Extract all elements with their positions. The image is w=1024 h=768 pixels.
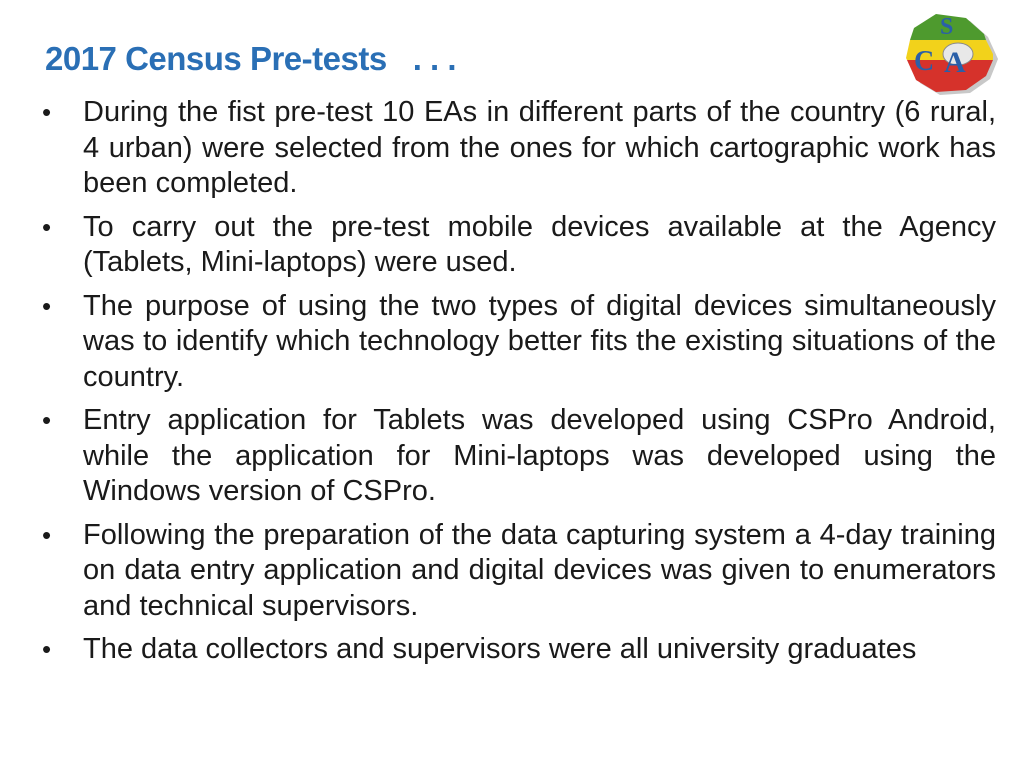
bullet-item [40,210,996,281]
logo-letter-a: A [944,46,966,79]
bullet-text: Entry application for Tablets was developed using CSPro Android, while the application for Mini-laptops was developed using the Windows version of CSPro. [83,404,996,507]
bullet-item [40,95,996,202]
bullet-text: The purpose of using the two types of digital devices simultaneously was to identify which technology better fits the existing situations of the country. [83,289,996,393]
bullet-item [40,403,996,510]
bullet-text: To carry out the pre-test mobile devices available at the Agency (Tablets, Mini-laptops) were used. [83,210,996,278]
bullet-marker: • [42,211,52,242]
bullet-marker: • [42,634,52,664]
logo-letter-s: S [940,14,954,40]
bullet-item [40,289,996,396]
bullet-text: The data collectors and supervisors were all university graduates [83,633,917,665]
bullet-marker: • [42,97,52,127]
bullet-marker: • [42,290,52,321]
bullet-list [40,95,996,676]
bullet-marker: • [42,405,52,435]
slide-title: 2017 Census Pre-tests . . . [45,40,457,77]
bullet-text: Following the preparation of the data capturing system a 4-day training on data entry application and digital devices was given to enumerators and technical supervisors. [83,518,996,622]
bullet-item [40,518,996,625]
bullet-item [40,632,996,668]
csa-logo [896,4,1000,96]
bullet-marker: • [42,519,52,550]
logo-letter-c: C [914,46,935,77]
bullet-text: During the fist pre-test 10 EAs in different parts of the country (6 rural, 4 urban) were selected from the ones for which cartographic work has been completed. [83,96,996,199]
